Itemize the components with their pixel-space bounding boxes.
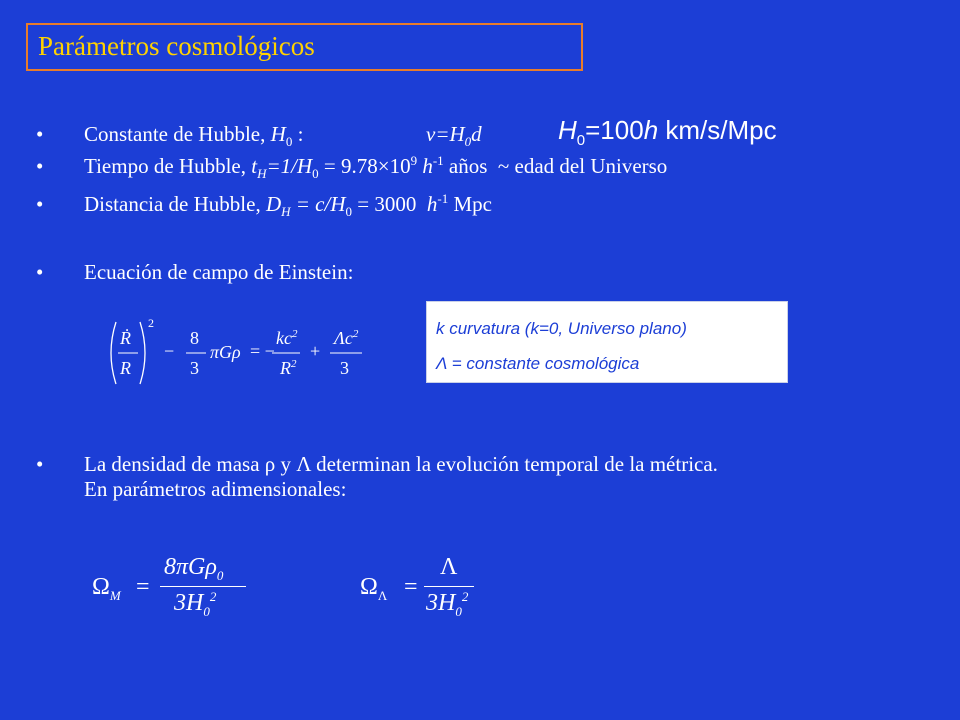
eq-three-2: 3 <box>340 358 349 378</box>
eq-Lc: Λc <box>334 328 353 348</box>
omega-m-symbol <box>92 574 121 601</box>
page-title: Parámetros cosmológicos <box>38 31 315 61</box>
omega-l-den <box>426 590 468 617</box>
eq-Lc2 <box>334 328 358 349</box>
hubble-distance-h-exp: -1 <box>437 191 449 206</box>
omega-m-equation <box>92 552 252 624</box>
hubble-time-label: Tiempo de Hubble, <box>84 154 252 178</box>
omega-l-den-sub: 0 <box>455 603 462 619</box>
eq-pi-G-rho: πGρ <box>210 342 241 362</box>
hubble-time-value: = 9.78×10 <box>318 154 411 178</box>
omega-m-num-text: 8πGρ <box>164 554 217 580</box>
eq-eight: 8 <box>190 328 199 348</box>
eq-kc: kc <box>276 328 292 348</box>
hubble-value-H: H <box>558 115 577 145</box>
omega-m-num <box>164 554 223 581</box>
bullet-dot: • <box>36 452 44 476</box>
hubble-value-rest: =100 <box>585 115 644 145</box>
hubble-relation-sub: 0 <box>464 134 472 150</box>
hubble-time-h: h <box>417 154 433 178</box>
omega-m-num-sub: 0 <box>216 567 224 583</box>
hubble-time-t: t <box>251 154 258 178</box>
eq-kc-exp: 2 <box>291 328 298 340</box>
omega-m-den-text: 3H <box>174 590 204 616</box>
einstein-label: Ecuación de campo de Einstein: <box>84 260 354 284</box>
hubble-constant-sub: 0 <box>285 134 293 150</box>
omega-l-num: Λ <box>440 554 458 580</box>
eq-square: 2 <box>148 316 154 330</box>
bullet-hubble-time <box>36 153 668 182</box>
hubble-constant-symbol: H <box>270 122 286 146</box>
omega-l-omega: Ω <box>360 574 378 600</box>
bullet-dot: • <box>36 154 44 178</box>
bullet-hubble-distance <box>36 191 492 220</box>
hubble-relation-d: d <box>471 122 482 146</box>
hubble-time-formula: =1/H <box>266 154 313 178</box>
friedmann-equation <box>106 318 376 388</box>
omega-m-equals: = <box>136 574 150 600</box>
bullet-density <box>36 452 718 502</box>
bullet-dot: • <box>36 260 44 284</box>
omega-m-den-exp: 2 <box>209 589 217 604</box>
hubble-distance-formula-sub: 0 <box>345 204 353 220</box>
bullet-hubble-constant <box>36 122 309 150</box>
bullet-dot: • <box>36 122 44 146</box>
hubble-relation-v: v=H <box>426 122 465 146</box>
info-box <box>426 301 788 383</box>
bullet-dot: • <box>36 192 44 216</box>
hubble-distance-h: h <box>426 192 438 216</box>
eq-Lc-exp: 2 <box>352 328 359 340</box>
eq-R2-base: R <box>280 358 291 378</box>
omega-m-den <box>174 590 216 617</box>
eq-plus: + <box>310 341 321 361</box>
hubble-distance-label: Distancia de Hubble, <box>84 192 266 216</box>
eq-R2 <box>280 358 297 379</box>
hubble-time-h-exp: -1 <box>432 153 444 168</box>
omega-l-equals: = <box>404 574 418 600</box>
omega-m-fraction-bar <box>160 586 246 587</box>
hubble-constant-colon: : <box>292 122 309 146</box>
hubble-time-exp: 9 <box>410 153 418 168</box>
omega-m-sub: M <box>109 587 121 603</box>
hubble-constant-label: Constante de Hubble, <box>84 122 271 146</box>
hubble-time-tail: años ~ edad del Universo <box>443 154 668 178</box>
hubble-value-units: km/s/Mpc <box>658 115 777 145</box>
eq-equals-minus: = − <box>250 341 275 361</box>
title-box <box>26 23 583 71</box>
info-lambda: Λ = constante cosmológica <box>436 354 640 373</box>
eq-minus: − <box>164 341 175 361</box>
hubble-distance-D: D <box>265 192 282 216</box>
hubble-distance-units: Mpc <box>448 192 492 216</box>
hubble-time-t-sub: H <box>257 166 267 182</box>
hubble-distance-D-sub: H <box>281 204 291 220</box>
hubble-value <box>558 115 777 150</box>
hubble-value-sub: 0 <box>576 132 586 150</box>
eq-R: R <box>120 358 131 378</box>
eq-R-dot: Ṙ <box>120 328 131 348</box>
density-line2: En parámetros adimensionales: <box>84 477 347 502</box>
bullet-einstein <box>36 260 354 285</box>
omega-l-fraction-bar <box>424 586 474 587</box>
omega-l-den-exp: 2 <box>461 589 469 604</box>
hubble-relation <box>426 122 482 150</box>
omega-lambda-equation <box>360 552 490 624</box>
hubble-value-h: h <box>643 115 659 145</box>
eq-three: 3 <box>190 358 199 378</box>
hubble-distance-formula: = c/H <box>290 192 346 216</box>
density-line1: La densidad de masa ρ y Λ determinan la evolución temporal de la métrica. <box>84 452 718 476</box>
hubble-time-formula-sub: 0 <box>312 166 319 182</box>
omega-l-den-text: 3H <box>426 590 456 616</box>
info-curvature: k curvatura (k=0, Universo plano) <box>436 319 687 338</box>
eq-R2-exp: 2 <box>291 358 297 370</box>
omega-m-omega: Ω <box>92 574 110 600</box>
eq-kc2 <box>276 328 297 349</box>
omega-l-symbol <box>360 574 387 601</box>
omega-m-den-sub: 0 <box>203 603 210 619</box>
omega-l-sub: Λ <box>377 587 388 603</box>
hubble-distance-value: = 3000 <box>352 192 427 216</box>
